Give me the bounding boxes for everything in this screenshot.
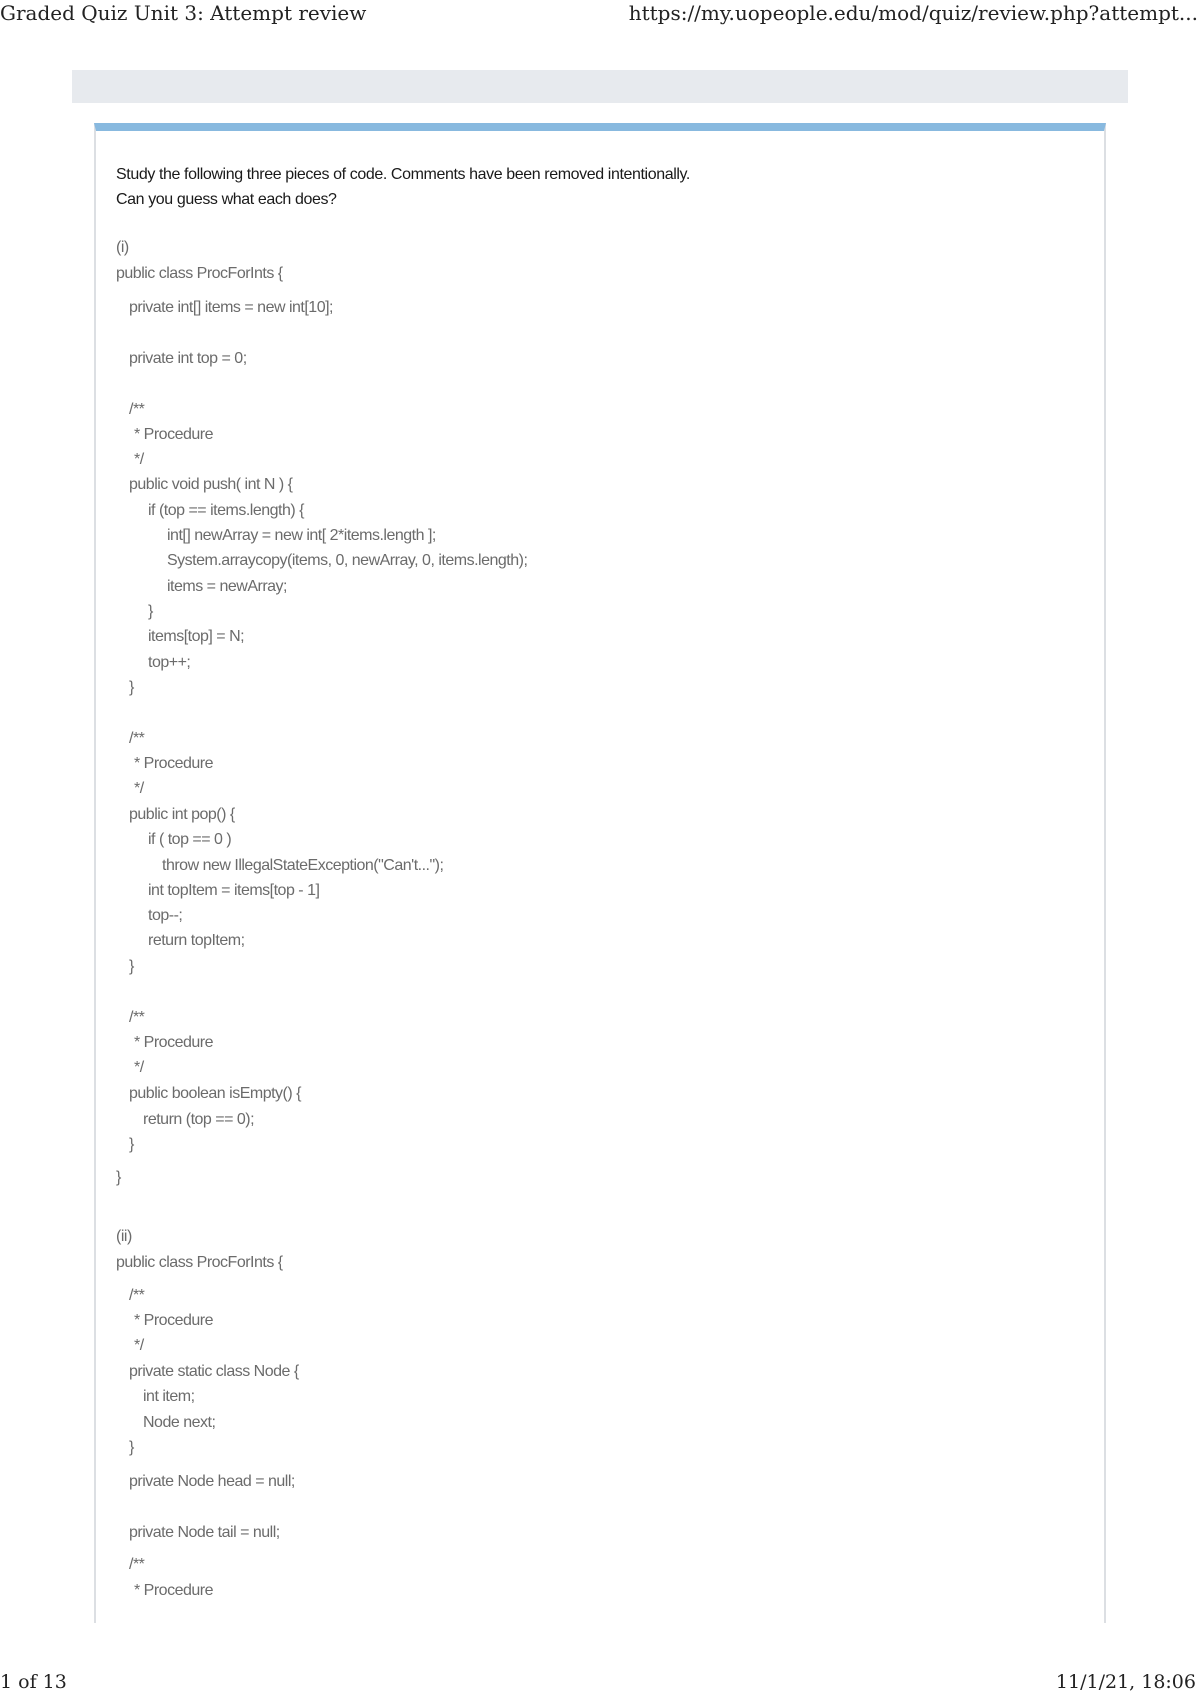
code-line: return (top == 0); bbox=[143, 1111, 255, 1128]
code-line: * Procedure bbox=[134, 426, 213, 443]
code-line: * Procedure bbox=[134, 1034, 213, 1051]
code-line: private int top = 0; bbox=[129, 350, 247, 367]
code-line: top++; bbox=[148, 654, 191, 671]
code-line: throw new IllegalStateException("Can't..."); bbox=[162, 857, 444, 874]
code-line: */ bbox=[134, 1059, 144, 1076]
code-line: int topItem = items[top - 1] bbox=[148, 882, 320, 899]
code-line: } bbox=[148, 603, 153, 620]
code-line: int[] newArray = new int[ 2*items.length ]; bbox=[167, 527, 436, 544]
page-number: 1 of 13 bbox=[0, 1671, 67, 1693]
code-line: public class ProcForInts { bbox=[116, 1254, 283, 1271]
code-line: * Procedure bbox=[134, 755, 213, 772]
code-line: public class ProcForInts { bbox=[116, 265, 283, 282]
code-line: * Procedure bbox=[134, 1312, 213, 1329]
code-line: System.arraycopy(items, 0, newArray, 0, items.length); bbox=[167, 552, 528, 569]
code-line: return topItem; bbox=[148, 932, 245, 949]
code-line: if ( top == 0 ) bbox=[148, 831, 232, 848]
code-line: /** bbox=[129, 730, 145, 747]
document-title: Graded Quiz Unit 3: Attempt review bbox=[0, 1, 367, 25]
code-line: } bbox=[129, 1439, 134, 1456]
code-line: private Node tail = null; bbox=[129, 1524, 280, 1541]
code-line: */ bbox=[134, 1337, 144, 1354]
code-line: if (top == items.length) { bbox=[148, 502, 304, 519]
code-line: */ bbox=[134, 780, 144, 797]
code-line: public int pop() { bbox=[129, 806, 235, 823]
code-line: items[top] = N; bbox=[148, 628, 245, 645]
code-line: int item; bbox=[143, 1388, 195, 1405]
code-line: top--; bbox=[148, 907, 183, 924]
prompt-line-2: Can you guess what each does? bbox=[116, 191, 337, 208]
code-line: * Procedure bbox=[134, 1582, 213, 1599]
code-line: } bbox=[116, 1169, 121, 1186]
code-line: /** bbox=[129, 1556, 145, 1573]
code-line: public boolean isEmpty() { bbox=[129, 1085, 301, 1102]
print-date: 11/1/21, 18:06 bbox=[1055, 1671, 1196, 1693]
document-url: https://my.uopeople.edu/mod/quiz/review.php?attempt... bbox=[628, 1, 1198, 25]
prompt-line-1: Study the following three pieces of code. Comments have been removed intentionally. bbox=[116, 166, 690, 183]
code-line: /** bbox=[129, 401, 145, 418]
code-line: private int[] items = new int[10]; bbox=[129, 299, 333, 316]
code-line: */ bbox=[134, 451, 144, 468]
code-line: /** bbox=[129, 1287, 145, 1304]
code-line: } bbox=[129, 679, 134, 696]
code-line: Node next; bbox=[143, 1414, 216, 1431]
code-line: (ii) bbox=[116, 1228, 132, 1245]
code-line: /** bbox=[129, 1009, 145, 1026]
code-line: (i) bbox=[116, 239, 129, 256]
code-line: } bbox=[129, 958, 134, 975]
code-line: private static class Node { bbox=[129, 1363, 299, 1380]
code-line: private Node head = null; bbox=[129, 1473, 295, 1490]
code-line: items = newArray; bbox=[167, 578, 287, 595]
code-line: public void push( int N ) { bbox=[129, 476, 293, 493]
code-line: } bbox=[129, 1136, 134, 1153]
